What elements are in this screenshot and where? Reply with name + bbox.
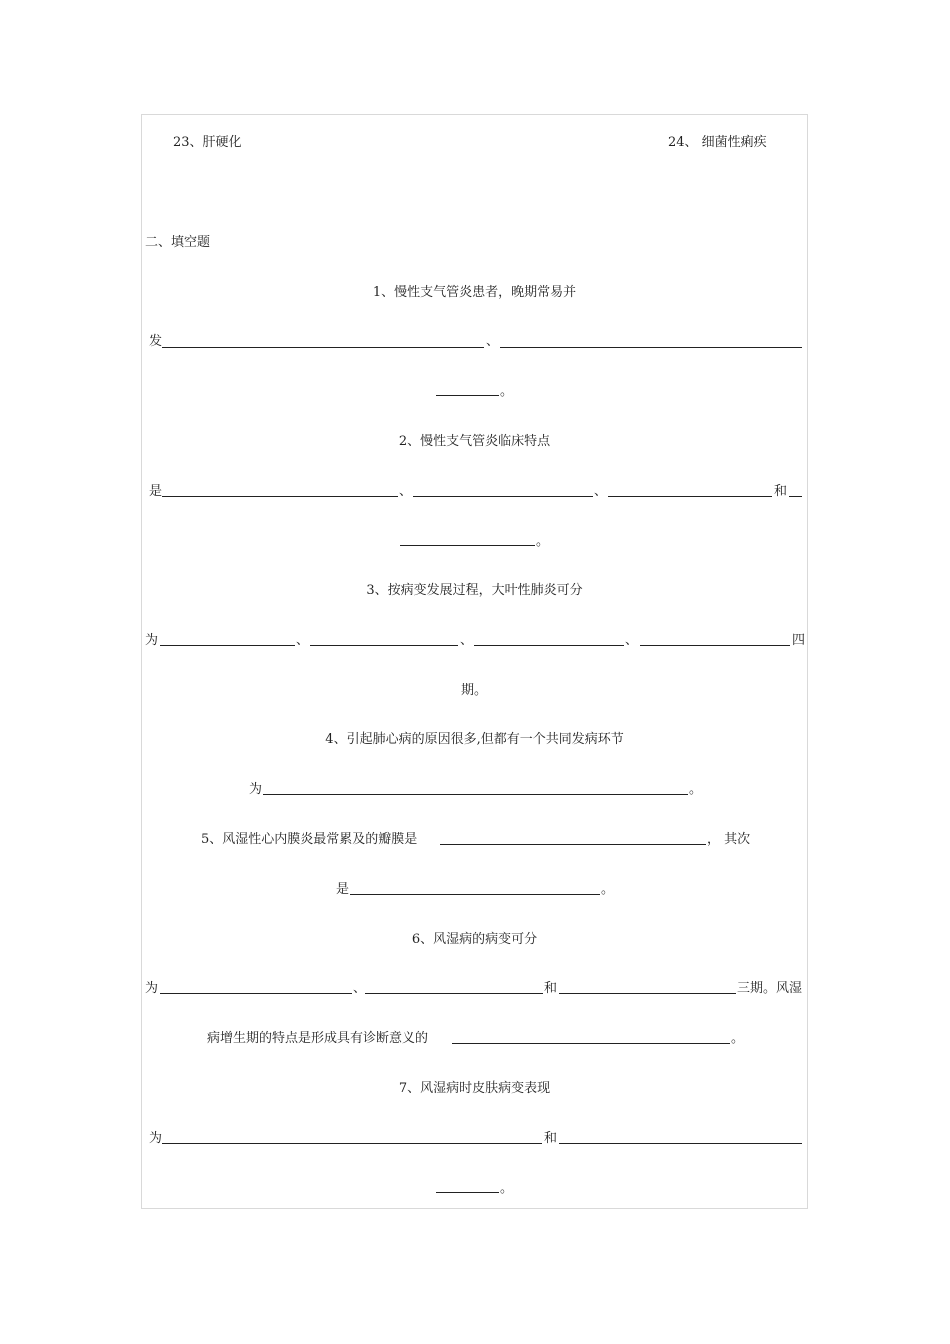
q3-blank-4[interactable] <box>640 645 790 646</box>
q3-blank-3[interactable] <box>474 645 624 646</box>
q6-blank-4[interactable] <box>452 1043 730 1044</box>
q5-lead: 是 <box>336 882 350 897</box>
q2-sep-1: 、 <box>399 484 413 499</box>
q4-blank-1[interactable] <box>263 794 688 795</box>
q7-stem: 7、风湿病时皮肤病变表现 <box>398 1081 551 1096</box>
q2-blank-1[interactable] <box>162 496 398 497</box>
q7-lead: 为 <box>149 1131 163 1146</box>
q6-tail: 三期。风湿 <box>737 981 803 996</box>
q3-blank-2[interactable] <box>310 645 458 646</box>
q3-end: 期。 <box>461 683 488 698</box>
q5-mid: ， 其次 <box>707 832 751 847</box>
q2-end: 。 <box>536 534 550 549</box>
q3-stem: 3、按病变发展过程，大叶性肺炎可分 <box>366 583 583 598</box>
q6-line2: 病增生期的特点是形成具有诊断意义的 <box>207 1031 429 1046</box>
q7-blank-1[interactable] <box>162 1143 542 1144</box>
q6-and: 和 <box>544 981 558 996</box>
q4-stem: 4、引起肺心病的原因很多,但都有一个共同发病环节 <box>325 732 624 747</box>
q2-stem: 2、慢性支气管炎临床特点 <box>398 434 551 449</box>
q5-end: 。 <box>601 882 615 897</box>
q6-lead: 为 <box>145 981 159 996</box>
section-heading: 二、填空题 <box>145 235 211 250</box>
q1-end: 。 <box>500 384 514 399</box>
q7-and: 和 <box>544 1131 558 1146</box>
q2-blank-2[interactable] <box>413 496 593 497</box>
q1-blank-1[interactable] <box>162 347 484 348</box>
q2-blank-5[interactable] <box>400 545 535 546</box>
q6-sep-1: 、 <box>353 981 367 996</box>
q3-blank-1[interactable] <box>160 645 295 646</box>
q1-sep-1: 、 <box>486 334 500 349</box>
q2-blank-3[interactable] <box>608 496 772 497</box>
q1-blank-2[interactable] <box>500 347 802 348</box>
q5-stem: 5、风湿性心内膜炎最常累及的瓣膜是 <box>201 832 418 847</box>
q7-end: 。 <box>500 1181 514 1196</box>
term-23: 23、肝硬化 <box>173 135 242 150</box>
term-24: 24、 细菌性痢疾 <box>668 135 767 150</box>
q6-blank-3[interactable] <box>559 993 736 994</box>
q1-blank-3[interactable] <box>436 395 499 396</box>
q2-and: 和 <box>774 484 788 499</box>
q2-blank-4[interactable] <box>789 496 802 497</box>
q2-lead: 是 <box>149 484 163 499</box>
q4-lead: 为 <box>249 782 263 797</box>
q2-sep-2: 、 <box>594 484 608 499</box>
q6-blank-1[interactable] <box>160 993 352 994</box>
q6-end: 。 <box>731 1031 745 1046</box>
q3-sep-2: 、 <box>460 633 474 648</box>
q3-tail: 四 <box>792 633 806 648</box>
q5-blank-1[interactable] <box>440 844 706 845</box>
q3-lead: 为 <box>145 633 159 648</box>
q1-stem: 1、慢性支气管炎患者，晚期常易并 <box>372 285 577 300</box>
q6-blank-2[interactable] <box>365 993 543 994</box>
q6-stem: 6、风湿病的病变可分 <box>411 932 538 947</box>
q7-blank-3[interactable] <box>436 1192 499 1193</box>
q4-end: 。 <box>689 782 703 797</box>
q5-blank-2[interactable] <box>350 894 600 895</box>
q7-blank-2[interactable] <box>559 1143 802 1144</box>
q3-sep-3: 、 <box>625 633 639 648</box>
q3-sep-1: 、 <box>296 633 310 648</box>
q1-lead: 发 <box>149 334 163 349</box>
